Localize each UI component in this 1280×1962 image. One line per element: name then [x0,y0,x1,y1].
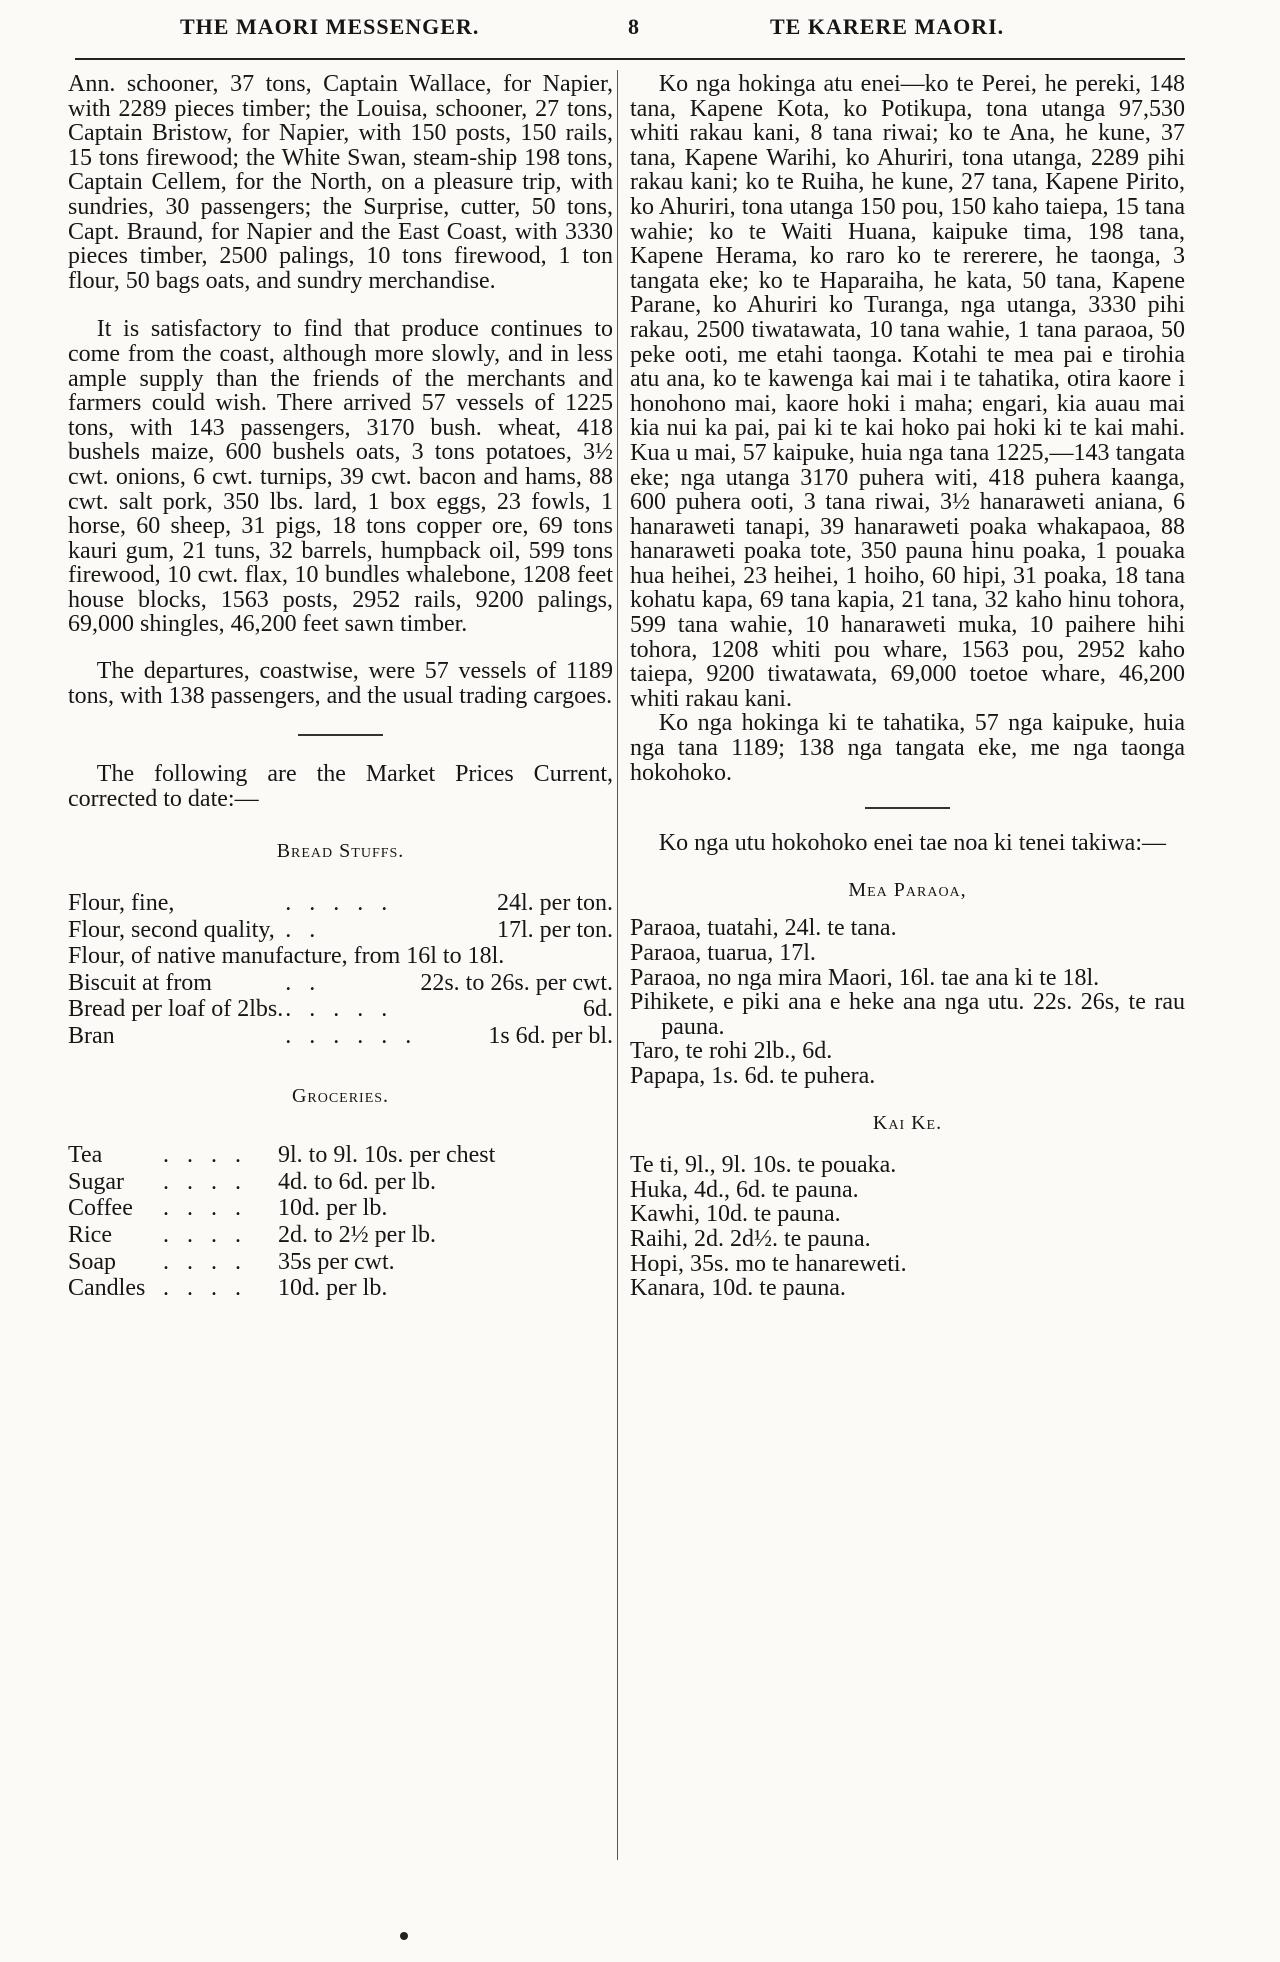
leader-dots: . . . . . . [285,1023,418,1049]
leader-dots: . . [285,969,322,996]
item-price: 17l. per ton. [497,916,613,943]
ink-dot-ornament [400,1932,408,1940]
list-item: Huka, 4d., 6d. te pauna. [630,1176,859,1203]
list-item: Te ti, 9l., 9l. 10s. te pouaka. [630,1152,897,1179]
item-name: Bran [68,1023,115,1049]
bread-price-table [68,890,613,1050]
item-name: Flour, fine, [68,890,175,917]
table-row [68,1249,613,1276]
list-item: Paraoa, tuarua, 17l. [630,940,816,966]
item-price: 10d. per lb. [278,1195,388,1222]
market-intro: The following are the Market Prices Current, corrected to date:— [68,761,613,812]
item-price: 22s. to 26s. per cwt. [420,969,613,996]
list-item: Raihi, 2d. 2d½. te pauna. [630,1225,871,1252]
item-name: Rice [68,1221,112,1248]
item-name: Coffee [68,1195,133,1222]
departures-paragraph: The departures, coastwise, were 57 vessels of 1189 tons, with 138 passengers, and the usual trading cargoes. [68,658,613,709]
table-row [68,970,613,997]
mea-paraoa-heading: Mea Paraoa, [848,878,967,901]
header-rule [75,58,1185,60]
item-price: 1s 6d. per bl. [488,1023,613,1049]
item-price: 35s per cwt. [278,1248,395,1275]
item-price: 2d. to 2½ per lb. [278,1221,436,1248]
item-name: Soap [68,1248,116,1275]
list-item: Kanara, 10d. te pauna. [630,1275,846,1302]
maori-column [630,72,1185,1301]
produce-paragraph: It is satisfactory to find that produce continues to come from the coast, although more slowly, and in less ample supply than the friends of the merchants and farmers could wish. There arrived 57 vessels of 1225 tons, with 143 passengers, 3170 bush. wheat, 418 bushels maize, 600 bushels oats, 3 tons potatoes, 3½ cwt. onions, 6 cwt. turnips, 39 cwt. bacon and hams, 88 cwt. salt pork, 350 lbs. lard, 1 box eggs, 23 fowls, 1 horse, 60 sheep, 31 pigs, 18 tons copper ore, 69 tons kauri gum, 21 tuns, 32 barrels, humpback oil, 599 tons firewood, 10 cwt. flax, 10 bundles whalebone, 1208 feet house blocks, 1563 posts, 2952 rails, 9200 palings, 69,000 shingles, 46,200 feet sawn timber. [68,316,613,638]
table-row [68,1023,613,1050]
table-row [68,1169,613,1196]
leader-dots: . . . . . [285,890,394,917]
masthead-english: THE MAORI MESSENGER. [180,14,480,39]
item-name: Bread per loaf of 2lbs. [68,996,284,1023]
table-row [68,890,613,917]
table-row [68,1142,613,1169]
table-row [68,917,613,944]
item-price: 9l. to 9l. 10s. per chest [278,1142,496,1169]
list-item: Taro, te rohi 2lb., 6d. [630,1038,833,1065]
item-name: Flour, of native manufacture, from 16l to 18l. [68,943,505,970]
leader-dots: . . [285,916,322,943]
leader-dots: . . . . [163,1195,247,1222]
list-item: Kawhi, 10d. te pauna. [630,1201,841,1228]
masthead-maori: TE KARERE MAORI. [770,14,1005,39]
groceries-heading: Groceries. [291,1084,390,1107]
bread-stuffs-heading: Bread Stuffs. [276,840,405,863]
page-number: 8 [628,14,640,39]
item-name: Sugar [68,1168,124,1195]
leader-dots: . . . . [163,1275,247,1302]
leader-dots: . . . . . [285,996,394,1023]
column-divider [617,70,618,1860]
shipping-paragraph: Ann. schooner, 37 tons, Captain Wallace, for Napier, with 2289 pieces timber; the Louisa, schooner, 27 tons, Captain Bristow, for Napier, with 150 posts, 150 rails, 15 tons firewood; the White Swan, steam-ship 198 tons, Captain Cellem, for the North, on a pleasure trip, with sundries, 30 passengers; the Surprise, cutter, 50 tons, Capt. Braund, for Napier and the East Coast, with 3330 pieces timber, 2500 palings, 10 tons firewood, 1 ton flour, 50 bags oats, and sundry merchandise. [68,71,613,294]
item-name: Flour, second quality, [68,916,275,943]
item-name: Tea [68,1142,103,1169]
departures-paragraph-maori: Ko nga hokinga ki te tahatika, 57 nga kaipuke, huia nga tana 1189; 138 nga tangata eke, me nga taonga hokohoko. [630,710,1185,786]
item-price: 10d. per lb. [278,1275,388,1302]
item-name: Candles [68,1275,146,1302]
item-price: 24l. per ton. [497,890,613,917]
list-item: Paraoa, tuatahi, 24l. te tana. [630,915,897,942]
page-header [0,8,1280,58]
table-row [68,943,613,970]
leader-dots: . . . . [163,1248,247,1275]
shipping-paragraph-maori: Ko nga hokinga atu enei—ko te Perei, he pereki, 148 tana, Kapene Kota, ko Potikupa, tona utanga 97,530 whiti rakau kani, 8 tana riwai; ko te Ana, he kune, 37 tana, Kapene Warihi, ko Ahuriri, tona utanga, 2289 pihi rakau kani; ko te Ruiha, he kune, 27 tana, Kapene Pirito, ko Ahuriri, tona utanga 150 pou, 150 kaho taiepa, 15 tana wahie; ko te Waiti Huana, kaipuke tima, 198 tana, Kapene Herama, ko raro ko te rererere, he taonga, 3 tangata eke; ko te Haparaiha, he kata, 50 tana, Kapene Parane, ko Ahuriri ko Turanga, nga utanga, 3330 pihi rakau, 2500 tiwatawata, 10 tana wahie, 1 tana paraoa, 50 peke ooti, me etahi taonga. Kotahi te mea pai e tirohia atu ana, ko te kawenga kai mai i te tahatika, otira kaore i honohono mai, kaore hoki i maha; engari, kia auau mai kia nui ka pai, pai ki te kai hoko pai hoki ki te kai mahi. Kua u mai, 57 kaipuke, huia nga tana 1225,—143 tangata eke; nga utanga 3170 puhera witi, 418 puhera kaanga, 600 puhera ooti, 3 tana riwai, 3½ hanaraweti aniana, 6 hanaraweti tanapi, 39 hanaraweti poaka whakapaoa, 88 hanaraweti poaka tote, 350 pauna hinu poaka, 1 pouaka hua heihei, 23 heihei, 1 hoiho, 60 hipi, 31 poaka, 18 tana kohatu kapa, 69 tana kapia, 21 tana, 32 kaho hinu tohora, 599 tana wahie, 10 hanaraweti muka, 10 paihere hihi tohora, 1208 whiti pou whare, 1563 pou, 2952 kaho taiepa, 9200 tiwatawata, 69,000 toetoe whare, 46,200 whiti rakau kani. [630,71,1185,712]
leader-dots: . . . . [163,1168,247,1195]
table-row [68,1222,613,1249]
kai-ke-heading: Kai Ke. [872,1111,943,1134]
list-item: Papapa, 1s. 6d. te puhera. [630,1062,876,1089]
english-column [68,72,613,1302]
table-row [68,1195,613,1222]
groceries-price-table [68,1142,613,1302]
list-item: Hopi, 35s. mo te hanareweti. [630,1250,907,1277]
item-price: 6d. [583,996,613,1023]
leader-dots: . . . . [163,1221,247,1248]
list-item: Paraoa, no nga mira Maori, 16l. tae ana ki te 18l. [630,964,1100,991]
list-item: Pihikete, e piki ana e heke ana nga utu. 22s. 26s, te rau pauna. [630,989,1185,1040]
item-price: 4d. to 6d. per lb. [278,1168,436,1195]
item-name: Biscuit at from [68,969,212,996]
table-row [68,996,613,1023]
table-row [68,1275,613,1302]
market-intro-maori: Ko nga utu hokohoko enei tae noa ki tenei takiwa:— [658,830,1166,857]
leader-dots: . . . . [163,1142,247,1169]
